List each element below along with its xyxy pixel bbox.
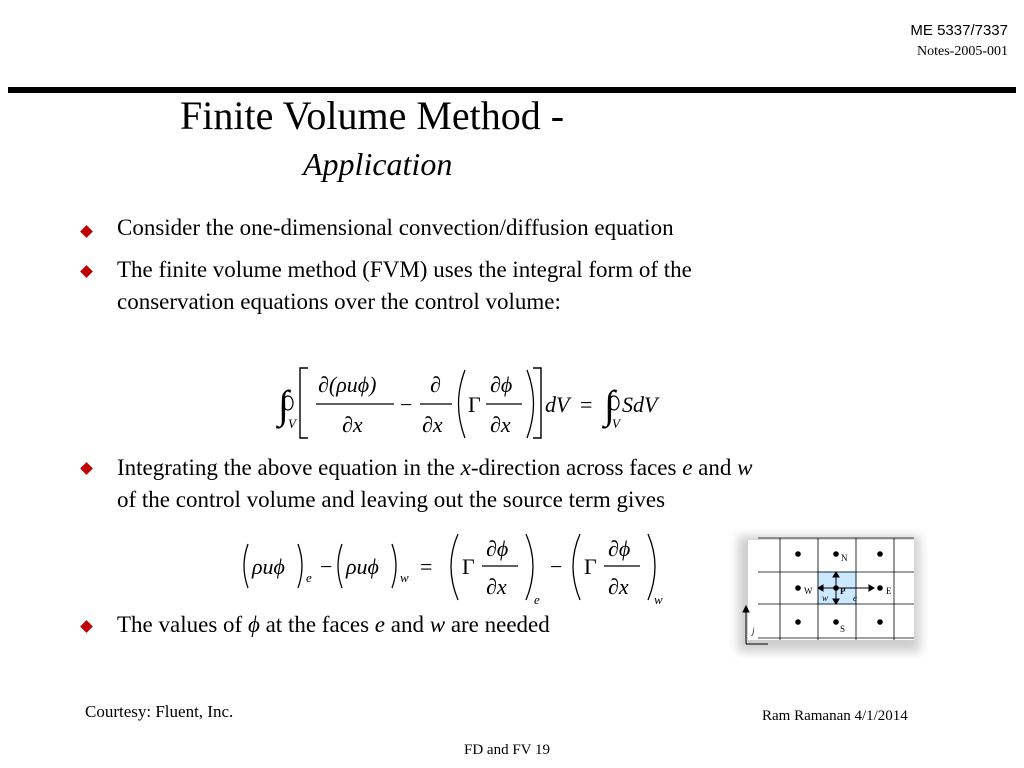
bullet-4-w: w	[429, 612, 446, 637]
label-w-node: W	[804, 586, 813, 596]
svg-text:∂ϕ: ∂ϕ	[490, 372, 513, 397]
bullet-4-and: and	[390, 612, 424, 637]
svg-text:ρuϕ: ρuϕ	[346, 554, 379, 579]
bullet-marker	[80, 462, 93, 475]
bullet-4-text-b: at the faces	[265, 612, 370, 637]
svg-text:V: V	[288, 416, 296, 431]
svg-text:dV: dV	[545, 392, 570, 417]
label-p: P	[840, 586, 846, 596]
svg-text:−: −	[320, 554, 333, 579]
bullet-1-text: Consider the one-dimensional convection/diffusion equation	[117, 215, 674, 240]
author-date: Ram Ramanan 4/1/2014	[762, 708, 908, 724]
svg-text:Γ: Γ	[462, 554, 475, 579]
page-number: FD and FV 19	[464, 742, 550, 758]
svg-text:∂(ρuϕ): ∂(ρuϕ)	[318, 372, 377, 397]
slide-subtitle: Application	[303, 146, 453, 182]
bullet-3-text-b: -direction across faces	[470, 455, 677, 480]
bullet-4-text-a: The values of	[117, 612, 243, 637]
svg-text:Γ: Γ	[468, 392, 481, 417]
bullet-3-x: x	[460, 455, 471, 480]
svg-text:=: =	[420, 554, 433, 579]
discretized-equation	[236, 530, 676, 610]
svg-text:e: e	[534, 592, 540, 607]
svg-text:∫: ∫	[278, 382, 289, 427]
label-w-face: w	[822, 593, 829, 603]
label-s: S	[840, 624, 846, 634]
svg-text:=: =	[580, 392, 593, 417]
svg-text:∂x: ∂x	[490, 412, 511, 437]
courtesy-note: Courtesy: Fluent, Inc.	[85, 702, 234, 721]
svg-text:∂: ∂	[430, 372, 441, 397]
svg-text:ρuϕ: ρuϕ	[252, 554, 285, 579]
svg-text:e: e	[306, 570, 312, 585]
svg-text:w: w	[654, 592, 663, 607]
bullet-3-line-1	[117, 452, 752, 484]
svg-text:∂x: ∂x	[422, 412, 443, 437]
svg-text:w: w	[400, 570, 409, 585]
course-code: ME 5337/7337	[910, 22, 1008, 39]
svg-text:Γ: Γ	[584, 554, 597, 579]
svg-text:∂ϕ: ∂ϕ	[486, 536, 509, 561]
svg-text:−: −	[550, 554, 563, 579]
svg-text:∫: ∫	[604, 382, 615, 427]
bullet-4-text-c: are needed	[450, 612, 550, 637]
svg-text:V: V	[612, 416, 620, 431]
bullet-3-line-2: of the control volume and leaving out the source term gives	[117, 487, 666, 512]
bullet-2-line-2: conservation equations over the control volume:	[117, 289, 561, 314]
notes-id: Notes-2005-001	[917, 44, 1008, 59]
bullet-3-text-a: Integrating the above equation in the	[117, 455, 455, 480]
svg-text:SdV: SdV	[622, 392, 658, 417]
label-e-node: E	[886, 586, 892, 596]
svg-text:∂ϕ: ∂ϕ	[608, 536, 631, 561]
bullet-marker	[80, 620, 93, 633]
label-j: j	[752, 626, 755, 636]
svg-text:∂x: ∂x	[486, 574, 507, 599]
bullet-3-and: and	[698, 455, 732, 480]
bullet-marker	[80, 265, 93, 278]
svg-text:∂x: ∂x	[342, 412, 363, 437]
bullet-marker	[80, 225, 93, 238]
bullet-4-text	[117, 609, 550, 641]
integral-equation	[270, 360, 690, 450]
bullet-2-line-1: The finite volume method (FVM) uses the integral form of the	[117, 257, 692, 282]
bullet-3-w: w	[737, 455, 753, 480]
bullet-4-e: e	[374, 612, 385, 637]
svg-text:−: −	[400, 392, 413, 417]
svg-text:∂x: ∂x	[608, 574, 629, 599]
bullet-4-phi: ϕ	[247, 612, 260, 637]
slide-title: Finite Volume Method -	[180, 93, 565, 138]
label-e-face: e	[853, 593, 857, 603]
control-volume-grid	[728, 528, 928, 658]
bullet-3-e: e	[682, 455, 693, 480]
label-n: N	[841, 553, 848, 563]
